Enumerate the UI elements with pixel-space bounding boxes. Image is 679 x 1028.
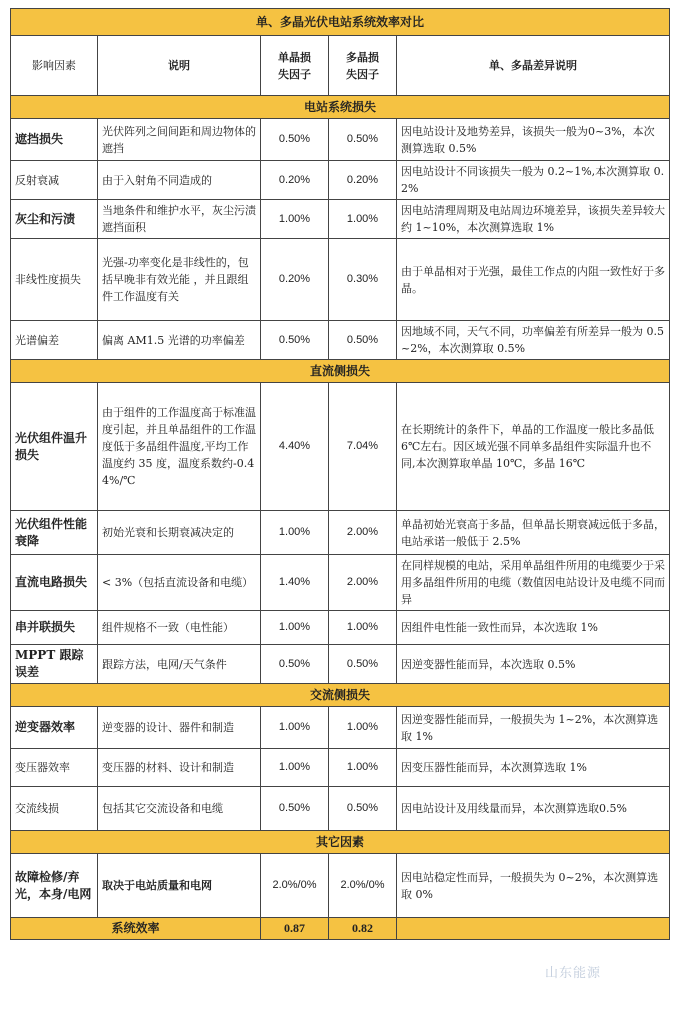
- diff-cell: 单晶初始光衰高于多晶，但单晶长期衰减远低于多晶，电站承诺一般低于 2.5%: [397, 511, 670, 555]
- desc-cell: 当地条件和维护水平，灰尘污渍遮挡面积: [98, 200, 261, 239]
- desc-cell: 由于入射角不同造成的: [98, 161, 261, 200]
- mono-loss-cell: 1.00%: [261, 511, 329, 555]
- factor-cell: 光伏组件性能衰降: [11, 511, 98, 555]
- factor-cell: 反射衰减: [11, 161, 98, 200]
- factor-cell: 逆变器效率: [11, 707, 98, 749]
- factor-cell: 交流线损: [11, 787, 98, 831]
- table-row: [11, 749, 670, 787]
- factor-cell: 串并联损失: [11, 611, 98, 645]
- table-row: [11, 555, 670, 611]
- diff-cell: 由于单晶相对于光强，最佳工作点的内阻一致性好于多晶。: [397, 239, 670, 321]
- table-row: [11, 611, 670, 645]
- section-title: 其它因素: [11, 831, 670, 854]
- desc-cell: 变压器的材料、设计和制造: [98, 749, 261, 787]
- desc-cell: 组件规格不一致（电性能）: [98, 611, 261, 645]
- diff-cell: 因组件电性能一致性而异，本次选取 1%: [397, 611, 670, 645]
- desc-cell: 由于组件的工作温度高于标准温度引起，并且单晶组件的工作温度低于多晶组件温度,平均工作温度约 35 度，温度系数约-0.44%/℃: [98, 383, 261, 511]
- poly-loss-cell: 0.50%: [329, 119, 397, 161]
- mono-loss-cell: 0.50%: [261, 645, 329, 684]
- poly-loss-cell: 0.50%: [329, 787, 397, 831]
- watermark-logo: 山东能源: [545, 966, 602, 981]
- title-row: [11, 9, 670, 36]
- poly-loss-cell: 1.00%: [329, 749, 397, 787]
- desc-cell: 包括其它交流设备和电缆: [98, 787, 261, 831]
- header-desc: 说明: [98, 36, 261, 96]
- poly-loss-cell: 7.04%: [329, 383, 397, 511]
- table-row: [11, 161, 670, 200]
- header-poly: 多晶损失因子: [329, 36, 397, 96]
- desc-cell: < 3%（包括直流设备和电缆）: [98, 555, 261, 611]
- table-row: [11, 119, 670, 161]
- poly-loss-cell: 0.50%: [329, 321, 397, 360]
- mono-loss-cell: 4.40%: [261, 383, 329, 511]
- desc-cell: 光伏阵列之间间距和周边物体的遮挡: [98, 119, 261, 161]
- desc-cell: 逆变器的设计、器件和制造: [98, 707, 261, 749]
- desc-cell: 跟踪方法，电网/天气条件: [98, 645, 261, 684]
- table-row: [11, 321, 670, 360]
- mono-loss-cell: 1.00%: [261, 749, 329, 787]
- mono-loss-cell: 0.50%: [261, 787, 329, 831]
- table-title: 单、多晶光伏电站系统效率对比: [11, 9, 670, 36]
- poly-loss-cell: 0.30%: [329, 239, 397, 321]
- total-poly: 0.82: [329, 918, 397, 940]
- header-diff: 单、多晶差异说明: [397, 36, 670, 96]
- mono-loss-cell: 0.20%: [261, 239, 329, 321]
- poly-loss-cell: 0.20%: [329, 161, 397, 200]
- table-row: [11, 854, 670, 918]
- mono-loss-cell: 1.00%: [261, 707, 329, 749]
- efficiency-comparison-sheet: [10, 8, 669, 940]
- mono-loss-cell: 0.50%: [261, 119, 329, 161]
- desc-cell: 取决于电站质量和电网: [98, 854, 261, 918]
- diff-cell: 在同样规模的电站，采用单晶组件所用的电缆要少于采用多晶组件所用的电缆（数值因电站设计及电缆不同而异: [397, 555, 670, 611]
- diff-cell: 因逆变器性能而异，一般损失为 1~2%，本次测算选取 1%: [397, 707, 670, 749]
- section-row: [11, 360, 670, 383]
- mono-loss-cell: 1.00%: [261, 200, 329, 239]
- diff-cell: 因电站清理周期及电站周边环境差异，该损失差异较大约 1~10%，本次测算选取 1%: [397, 200, 670, 239]
- poly-loss-cell: 1.00%: [329, 707, 397, 749]
- section-row: [11, 96, 670, 119]
- total-mono: 0.87: [261, 918, 329, 940]
- section-row: [11, 831, 670, 854]
- mono-loss-cell: 0.50%: [261, 321, 329, 360]
- diff-cell: 因电站稳定性而异，一般损失为 0~2%，本次测算选取 0%: [397, 854, 670, 918]
- section-row: [11, 684, 670, 707]
- table-row: [11, 200, 670, 239]
- diff-cell: 因电站设计及用线量而异，本次测算选取0.5%: [397, 787, 670, 831]
- diff-cell: 在长期统计的条件下，单晶的工作温度一般比多晶低 6℃左右。因区域光强不同单多晶组件实际温升也不同,本次测算取单晶 10℃，多晶 16℃: [397, 383, 670, 511]
- factor-cell: 变压器效率: [11, 749, 98, 787]
- poly-loss-cell: 0.50%: [329, 645, 397, 684]
- factor-cell: 光伏组件温升损失: [11, 383, 98, 511]
- factor-cell: 光谱偏差: [11, 321, 98, 360]
- table-row: [11, 707, 670, 749]
- poly-loss-cell: 2.00%: [329, 555, 397, 611]
- poly-loss-cell: 2.0%/0%: [329, 854, 397, 918]
- efficiency-table: [10, 8, 670, 940]
- poly-loss-cell: 2.00%: [329, 511, 397, 555]
- factor-cell: 非线性度损失: [11, 239, 98, 321]
- desc-cell: 光强-功率变化是非线性的，包括早晚非有效光能 ，并且跟组件工作温度有关: [98, 239, 261, 321]
- poly-loss-cell: 1.00%: [329, 611, 397, 645]
- diff-cell: 因逆变器性能而异，本次选取 0.5%: [397, 645, 670, 684]
- factor-cell: 故障检修/弃光，本身/电网: [11, 854, 98, 918]
- table-row: [11, 383, 670, 511]
- diff-cell: 因地域不同，天气不同，功率偏差有所差异一般为 0.5~2%，本次测算取 0.5%: [397, 321, 670, 360]
- section-title: 直流侧损失: [11, 360, 670, 383]
- table-row: [11, 787, 670, 831]
- total-empty: [397, 918, 670, 940]
- factor-cell: 遮挡损失: [11, 119, 98, 161]
- section-title: 电站系统损失: [11, 96, 670, 119]
- header-row: [11, 36, 670, 96]
- table-row: [11, 645, 670, 684]
- diff-cell: 因变压器性能而异，本次测算选取 1%: [397, 749, 670, 787]
- header-factor: 影响因素: [11, 36, 98, 96]
- total-label: 系统效率: [11, 918, 261, 940]
- mono-loss-cell: 0.20%: [261, 161, 329, 200]
- section-title: 交流侧损失: [11, 684, 670, 707]
- table-row: [11, 239, 670, 321]
- factor-cell: MPPT 跟踪误差: [11, 645, 98, 684]
- desc-cell: 偏离 AM1.5 光谱的功率偏差: [98, 321, 261, 360]
- poly-loss-cell: 1.00%: [329, 200, 397, 239]
- diff-cell: 因电站设计及地势差异，该损失一般为0~3%，本次测算选取 0.5%: [397, 119, 670, 161]
- factor-cell: 灰尘和污渍: [11, 200, 98, 239]
- mono-loss-cell: 2.0%/0%: [261, 854, 329, 918]
- table-row: [11, 511, 670, 555]
- mono-loss-cell: 1.40%: [261, 555, 329, 611]
- header-mono: 单晶损失因子: [261, 36, 329, 96]
- diff-cell: 因电站设计不同该损失一般为 0.2~1%,本次测算取 0.2%: [397, 161, 670, 200]
- factor-cell: 直流电路损失: [11, 555, 98, 611]
- mono-loss-cell: 1.00%: [261, 611, 329, 645]
- desc-cell: 初始光衰和长期衰减决定的: [98, 511, 261, 555]
- total-row: [11, 918, 670, 940]
